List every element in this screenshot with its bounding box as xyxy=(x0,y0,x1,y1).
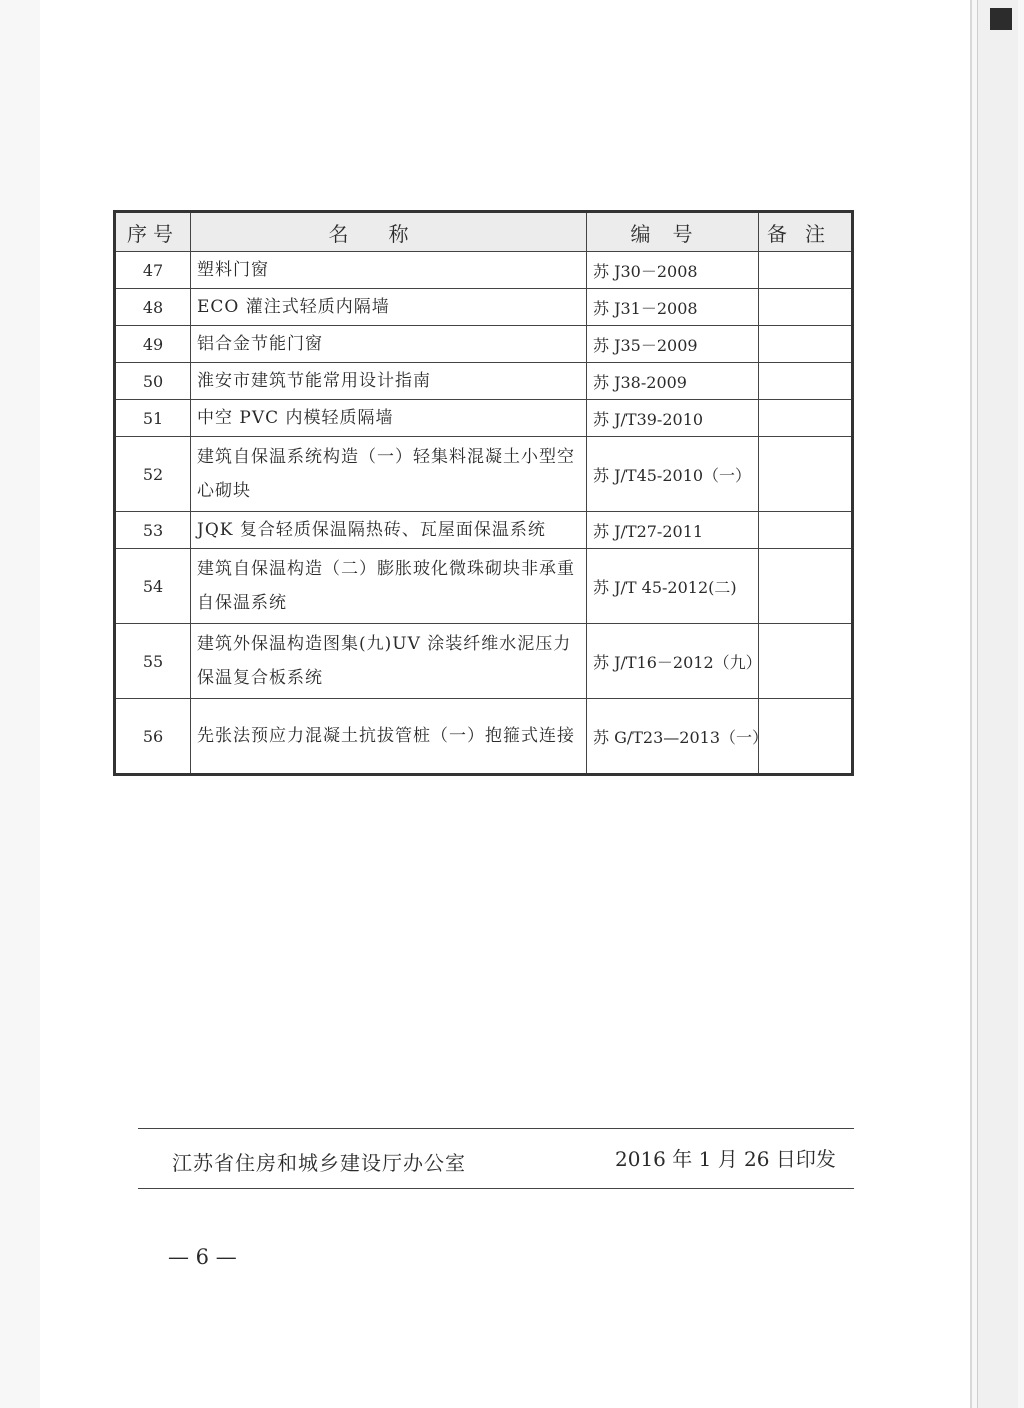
row-name: 中空 PVC 内模轻质隔墙 xyxy=(191,400,587,437)
row-index: 54 xyxy=(115,549,191,624)
row-index: 52 xyxy=(115,437,191,512)
issue-date: 2016 年 1 月 26 日印发 xyxy=(615,1147,836,1171)
table-row xyxy=(115,326,853,363)
row-remark xyxy=(759,326,853,363)
footer-bottom-rule xyxy=(138,1188,854,1189)
row-remark xyxy=(759,289,853,326)
page-number: — 6 — xyxy=(168,1245,237,1269)
row-code: 苏 J30－2008 xyxy=(587,252,759,289)
table-row xyxy=(115,289,853,326)
row-code: 苏 J/T27-2011 xyxy=(587,512,759,549)
row-remark xyxy=(759,512,853,549)
row-name: JQK 复合轻质保温隔热砖、瓦屋面保温系统 xyxy=(191,512,587,549)
table-row xyxy=(115,363,853,400)
row-index: 47 xyxy=(115,252,191,289)
row-name: 建筑自保温构造（二）膨胀玻化微珠砌块非承重自保温系统 xyxy=(191,549,587,624)
row-remark xyxy=(759,699,853,775)
row-name: 塑料门窗 xyxy=(191,252,587,289)
table-row xyxy=(115,699,853,775)
row-remark xyxy=(759,400,853,437)
row-index: 53 xyxy=(115,512,191,549)
row-name: 建筑自保温系统构造（一）轻集料混凝土小型空心砌块 xyxy=(191,437,587,512)
row-index: 56 xyxy=(115,699,191,775)
header-index: 序号 xyxy=(115,212,191,252)
row-remark xyxy=(759,437,853,512)
footer-top-rule xyxy=(138,1128,854,1129)
table-row xyxy=(115,252,853,289)
standards-table xyxy=(113,210,854,776)
row-name: 淮安市建筑节能常用设计指南 xyxy=(191,363,587,400)
row-code: 苏 J31－2008 xyxy=(587,289,759,326)
row-remark xyxy=(759,549,853,624)
row-index: 50 xyxy=(115,363,191,400)
row-name: ECO 灌注式轻质内隔墙 xyxy=(191,289,587,326)
row-name: 先张法预应力混凝土抗拔管桩（一）抱箍式连接 xyxy=(191,699,587,775)
table-row xyxy=(115,624,853,699)
row-name: 建筑外保温构造图集(九)UV 涂装纤维水泥压力保温复合板系统 xyxy=(191,624,587,699)
header-code: 编号 xyxy=(587,212,759,252)
row-remark xyxy=(759,363,853,400)
table-row xyxy=(115,437,853,512)
row-remark xyxy=(759,624,853,699)
table-row xyxy=(115,549,853,624)
row-code: 苏 J/T39-2010 xyxy=(587,400,759,437)
table-header-row xyxy=(115,212,853,252)
row-index: 51 xyxy=(115,400,191,437)
row-code: 苏 J/T 45-2012(二) xyxy=(587,549,759,624)
table-row xyxy=(115,512,853,549)
row-code: 苏 G/T23—2013（一） xyxy=(587,699,759,775)
header-remark: 备注 xyxy=(759,212,853,252)
row-code: 苏 J38-2009 xyxy=(587,363,759,400)
row-code: 苏 J/T45-2010（一） xyxy=(587,437,759,512)
row-code: 苏 J/T16－2012（九） xyxy=(587,624,759,699)
scan-corner-mark xyxy=(990,8,1012,30)
row-index: 49 xyxy=(115,326,191,363)
row-name: 铝合金节能门窗 xyxy=(191,326,587,363)
row-index: 48 xyxy=(115,289,191,326)
row-remark xyxy=(759,252,853,289)
row-code: 苏 J35－2009 xyxy=(587,326,759,363)
header-name: 名称 xyxy=(191,212,587,252)
next-page-edge xyxy=(977,0,1018,1408)
table-row xyxy=(115,400,853,437)
row-index: 55 xyxy=(115,624,191,699)
issuer-name: 江苏省住房和城乡建设厅办公室 xyxy=(172,1151,466,1175)
